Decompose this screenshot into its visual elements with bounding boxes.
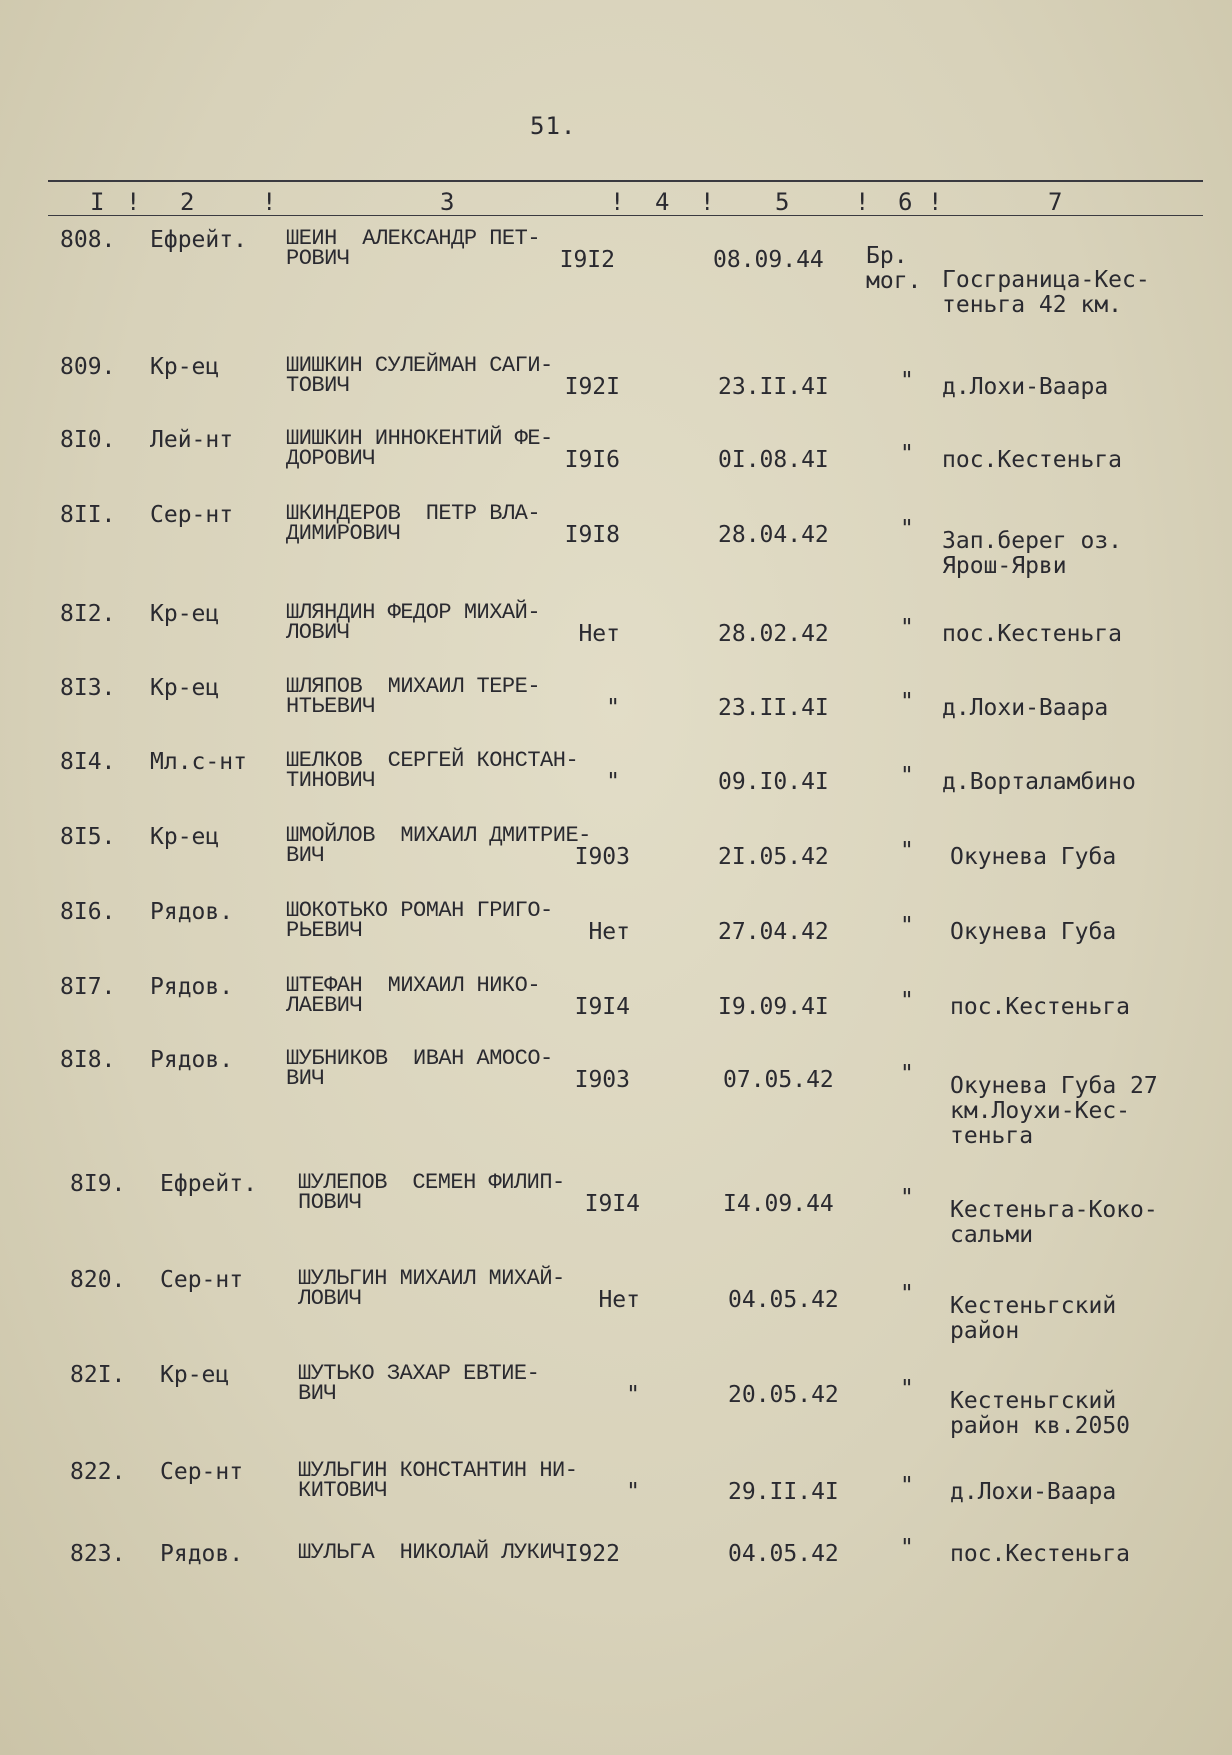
rank-cell: Кр-ец: [150, 824, 220, 850]
rank-cell: Кр-ец: [150, 601, 220, 627]
record-number: 82I.: [70, 1362, 126, 1388]
birth-year-cell: I9I4: [584, 1191, 640, 1217]
name-line-2: ЛОВИЧ: [286, 620, 350, 645]
burial-cell: ": [900, 516, 914, 542]
burial-place-cell: Кестеньгский район кв.2050: [950, 1388, 1131, 1439]
name-line-1: ШУТЬКО ЗАХАР ЕВТИЕ-: [298, 1361, 540, 1386]
table-row: [0, 1460, 1232, 1524]
date-cell: 04.05.42: [728, 1287, 839, 1313]
name-line-2: ЛОВИЧ: [298, 1286, 362, 1311]
record-number: 8I5.: [60, 824, 116, 850]
birth-year-cell: ": [606, 769, 620, 795]
header-col-4: 4: [655, 188, 670, 216]
rank-cell: Рядов.: [150, 899, 234, 925]
rank-cell: Рядов.: [160, 1541, 244, 1567]
table-row: [0, 1530, 1232, 1594]
record-number: 809.: [60, 354, 116, 380]
record-number: 8II.: [60, 502, 116, 528]
birth-year-cell: I92I: [564, 374, 620, 400]
page-number: 51.: [530, 112, 577, 140]
record-number: 808.: [60, 227, 116, 253]
birth-year-cell: ": [626, 1479, 640, 1505]
header-rule-top: [48, 180, 1203, 182]
burial-place-cell: д.Лохи-Ваара: [942, 374, 1109, 400]
birth-year-cell: I922: [564, 1541, 620, 1567]
burial-place-cell: пос.Кестеньга: [950, 994, 1131, 1020]
birth-year-cell: I9I2: [559, 247, 615, 273]
name-line-2: ПОВИЧ: [298, 1190, 362, 1215]
burial-cell: ": [900, 913, 914, 939]
header-separator: !: [610, 188, 625, 216]
burial-place-cell: Зап.берег оз. Ярош-Ярви: [942, 528, 1123, 579]
record-number: 8I4.: [60, 749, 116, 775]
name-line-1: ШУЛЬГИН КОНСТАНТИН НИ-: [298, 1458, 578, 1483]
birth-year-cell: Нет: [598, 1287, 640, 1313]
name-line-1: ШКИНДЕРОВ ПЕТР ВЛА-: [286, 501, 541, 526]
name-line-1: ШЛЯНДИН ФЕДОР МИХАЙ-: [286, 600, 541, 625]
name-line-2: ВИЧ: [286, 843, 325, 868]
burial-place-cell: пос.Кестеньга: [942, 447, 1123, 473]
header-separator: !: [700, 188, 715, 216]
birth-year-cell: I9I6: [564, 447, 620, 473]
name-line-1: ШУБНИКОВ ИВАН АМОСО-: [286, 1046, 553, 1071]
date-cell: 28.02.42: [718, 621, 829, 647]
date-cell: I4.09.44: [723, 1191, 834, 1217]
name-line-1: ШИШКИН ИННОКЕНТИЙ ФЕ-: [286, 426, 553, 451]
table-row: [0, 750, 1232, 814]
header-col-1: I: [90, 188, 105, 216]
burial-cell: ": [900, 838, 914, 864]
rank-cell: Ефрейт.: [160, 1171, 257, 1197]
table-row: [0, 1361, 1232, 1439]
burial-place-cell: пос.Кестеньга: [942, 621, 1123, 647]
burial-place-cell: Окунева Губа: [950, 844, 1117, 870]
burial-place-cell: д.Лохи-Ваара: [942, 695, 1109, 721]
burial-cell: ": [900, 1376, 914, 1402]
date-cell: 23.II.4I: [718, 374, 829, 400]
rank-cell: Рядов.: [150, 974, 234, 1000]
name-line-1: ШТЕФАН МИХАИЛ НИКО-: [286, 973, 541, 998]
date-cell: 08.09.44: [713, 247, 824, 273]
name-line-2: РОВИЧ: [286, 246, 350, 271]
name-line-1: ШЕИН АЛЕКСАНДР ПЕТ-: [286, 226, 541, 251]
name-line-2: ВИЧ: [298, 1381, 337, 1406]
name-line-2: ДОРОВИЧ: [286, 446, 375, 471]
name-line-1: ШЕЛКОВ СЕРГЕЙ КОНСТАН-: [286, 748, 579, 773]
burial-cell: ": [900, 1185, 914, 1211]
table-row: [0, 676, 1232, 740]
table-row: [0, 900, 1232, 964]
table-row: [0, 1046, 1232, 1149]
burial-cell: Бр. мог.: [866, 243, 922, 294]
record-number: 8I6.: [60, 899, 116, 925]
name-line-1: ШУЛЬГИН МИХАИЛ МИХАЙ-: [298, 1266, 565, 1291]
record-number: 8I8.: [60, 1047, 116, 1073]
header-separator: !: [262, 188, 277, 216]
name-line-1: ШМОЙЛОВ МИХАИЛ ДМИТРИЕ-: [286, 823, 591, 848]
burial-cell: ": [900, 689, 914, 715]
rank-cell: Кр-ец: [150, 675, 220, 701]
rank-cell: Мл.с-нт: [150, 749, 247, 775]
burial-cell: ": [900, 763, 914, 789]
table-row: [0, 602, 1232, 666]
name-line-1: ШУЛЕПОВ СЕМЕН ФИЛИП-: [298, 1170, 565, 1195]
birth-year-cell: I9I4: [574, 994, 630, 1020]
birth-year-cell: I9I8: [564, 522, 620, 548]
rank-cell: Рядов.: [150, 1047, 234, 1073]
birth-year-cell: Нет: [588, 919, 630, 945]
name-line-2: ДИМИРОВИЧ: [286, 521, 401, 546]
rank-cell: Кр-ец: [160, 1362, 230, 1388]
burial-place-cell: Окунева Губа: [950, 919, 1117, 945]
record-number: 8I9.: [70, 1171, 126, 1197]
record-number: 823.: [70, 1541, 126, 1567]
date-cell: 04.05.42: [728, 1541, 839, 1567]
name-line-1: ШОКОТЬКО РОМАН ГРИГО-: [286, 898, 553, 923]
birth-year-cell: I903: [574, 1067, 630, 1093]
record-number: 822.: [70, 1459, 126, 1485]
rank-cell: Лей-нт: [150, 427, 234, 453]
name-line-1: ШУЛЬГА НИКОЛАЙ ЛУКИЧ: [298, 1540, 565, 1565]
table-row: [0, 355, 1232, 419]
rank-cell: Сер-нт: [160, 1459, 244, 1485]
burial-cell: ": [900, 368, 914, 394]
rank-cell: Сер-нт: [150, 502, 234, 528]
burial-place-cell: пос.Кестеньга: [950, 1541, 1131, 1567]
name-line-2: РЬЕВИЧ: [286, 918, 363, 943]
burial-place-cell: Госграница-Кес- теньга 42 км.: [942, 267, 1150, 318]
burial-cell: ": [900, 1061, 914, 1087]
header-col-2: 2: [180, 188, 195, 216]
date-cell: 0I.08.4I: [718, 447, 829, 473]
birth-year-cell: I903: [574, 844, 630, 870]
date-cell: 09.I0.4I: [718, 769, 829, 795]
table-row: [0, 1266, 1232, 1344]
burial-place-cell: Кестеньга-Коко- сальми: [950, 1197, 1158, 1248]
date-cell: 28.04.42: [718, 522, 829, 548]
burial-place-cell: д.Ворталамбино: [942, 769, 1136, 795]
burial-cell: ": [900, 615, 914, 641]
rank-cell: Сер-нт: [160, 1267, 244, 1293]
burial-place-cell: Окунева Губа 27 км.Лоухи-Кес- теньга: [950, 1073, 1158, 1149]
burial-cell: ": [900, 1535, 914, 1561]
table-row: [0, 825, 1232, 889]
rank-cell: Кр-ец: [150, 354, 220, 380]
burial-place-cell: д.Лохи-Ваара: [950, 1479, 1117, 1505]
birth-year-cell: ": [606, 695, 620, 721]
header-separator: !: [126, 188, 141, 216]
table-row: [0, 428, 1232, 492]
date-cell: 20.05.42: [728, 1382, 839, 1408]
date-cell: 2I.05.42: [718, 844, 829, 870]
burial-cell: ": [900, 1281, 914, 1307]
record-number: 8I3.: [60, 675, 116, 701]
name-line-2: ТОВИЧ: [286, 373, 350, 398]
name-line-2: ТИНОВИЧ: [286, 768, 375, 793]
birth-year-cell: ": [626, 1382, 640, 1408]
table-row: [0, 501, 1232, 579]
name-line-2: ВИЧ: [286, 1066, 325, 1091]
table-row: [0, 1170, 1232, 1248]
burial-cell: ": [900, 441, 914, 467]
name-line-2: ЛАЕВИЧ: [286, 993, 363, 1018]
rank-cell: Ефрейт.: [150, 227, 247, 253]
header-rule-bottom: [48, 215, 1203, 216]
date-cell: 07.05.42: [723, 1067, 834, 1093]
burial-cell: ": [900, 988, 914, 1014]
record-number: 8I7.: [60, 974, 116, 1000]
header-separator: !: [855, 188, 870, 216]
header-col-3: 3: [440, 188, 455, 216]
table-row: [0, 226, 1232, 318]
header-col-7: 7: [1048, 188, 1063, 216]
name-line-1: ШЛЯПОВ МИХАИЛ ТЕРЕ-: [286, 674, 541, 699]
table-row: [0, 975, 1232, 1039]
record-number: 820.: [70, 1267, 126, 1293]
date-cell: I9.09.4I: [718, 994, 829, 1020]
header-col-5: 5: [775, 188, 790, 216]
date-cell: 29.II.4I: [728, 1479, 839, 1505]
birth-year-cell: Нет: [578, 621, 620, 647]
header-col-6: 6: [898, 188, 913, 216]
header-separator: !: [928, 188, 943, 216]
date-cell: 23.II.4I: [718, 695, 829, 721]
burial-place-cell: Кестеньгский район: [950, 1293, 1117, 1344]
name-line-2: КИТОВИЧ: [298, 1478, 387, 1503]
date-cell: 27.04.42: [718, 919, 829, 945]
record-number: 8I0.: [60, 427, 116, 453]
name-line-1: ШИШКИН СУЛЕЙМАН САГИ-: [286, 353, 553, 378]
record-number: 8I2.: [60, 601, 116, 627]
name-line-2: НТЬЕВИЧ: [286, 694, 375, 719]
burial-cell: ": [900, 1473, 914, 1499]
